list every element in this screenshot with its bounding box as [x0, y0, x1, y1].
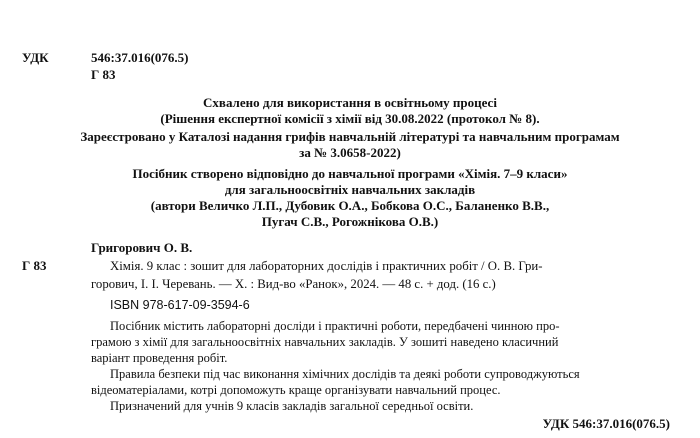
annotation-line: відеоматеріалами, котрі допоможуть краще організувати навчальний процес.	[91, 383, 501, 397]
annotation-line: варіант проведення робіт.	[91, 351, 228, 365]
catalog-bbk: Г 83	[22, 258, 47, 273]
approval-line: (Рішення експертної комісії з хімії від 30.08.2022 (протокол № 8).	[160, 111, 540, 126]
annotation-line: грамою з хімії для загальноосвітніх навчальних закладів. У зошиті наведено класичний	[91, 335, 559, 349]
bbk-code: Г 83	[91, 67, 116, 82]
approval-line: Схвалено для використання в освітньому процесі	[203, 95, 497, 110]
program-line: (автори Величко Л.П., Дубовик О.А., Бобкова О.С., Баланенко В.В.,	[150, 198, 550, 213]
program-line: для загальноосвітніх навчальних закладів	[224, 182, 476, 197]
udk-label: УДК	[22, 50, 49, 65]
catalog-description: Хімія. 9 клас : зошит для лабораторних дослідів і практичних робіт / О. В. Гри-	[110, 259, 543, 273]
catalog-author: Григорович О. В.	[91, 240, 193, 255]
catalog-description: горович, І. І. Черевань. — Х. : Вид-во «Ранок», 2024. — 48 с. + дод. (16 с.)	[91, 277, 496, 291]
footer-udk: УДК 546:37.016(076.5)	[542, 416, 670, 431]
annotation-line: Призначений для учнів 9 класів закладів загальної середньої освіти.	[110, 399, 474, 413]
approval-line: за № 3.0658-2022)	[299, 145, 401, 160]
program-line: Пугач С.В., Рогожнікова О.В.)	[261, 214, 439, 229]
udk-code: 546:37.016(076.5)	[91, 50, 189, 65]
program-line: Посібник створено відповідно до навчальної програми «Хімія. 7–9 класи»	[132, 166, 568, 181]
isbn: ISBN 978-617-09-3594-6	[110, 298, 250, 312]
annotation-line: Правила безпеки під час виконання хімічних дослідів та деякі роботи супроводжуються	[110, 367, 580, 381]
annotation-line: Посібник містить лабораторні досліди і практичні роботи, передбачені чинною про-	[110, 319, 560, 333]
approval-line: Зареєстровано у Каталозі надання грифів навчальній літературі та навчальним програмам	[80, 129, 620, 144]
